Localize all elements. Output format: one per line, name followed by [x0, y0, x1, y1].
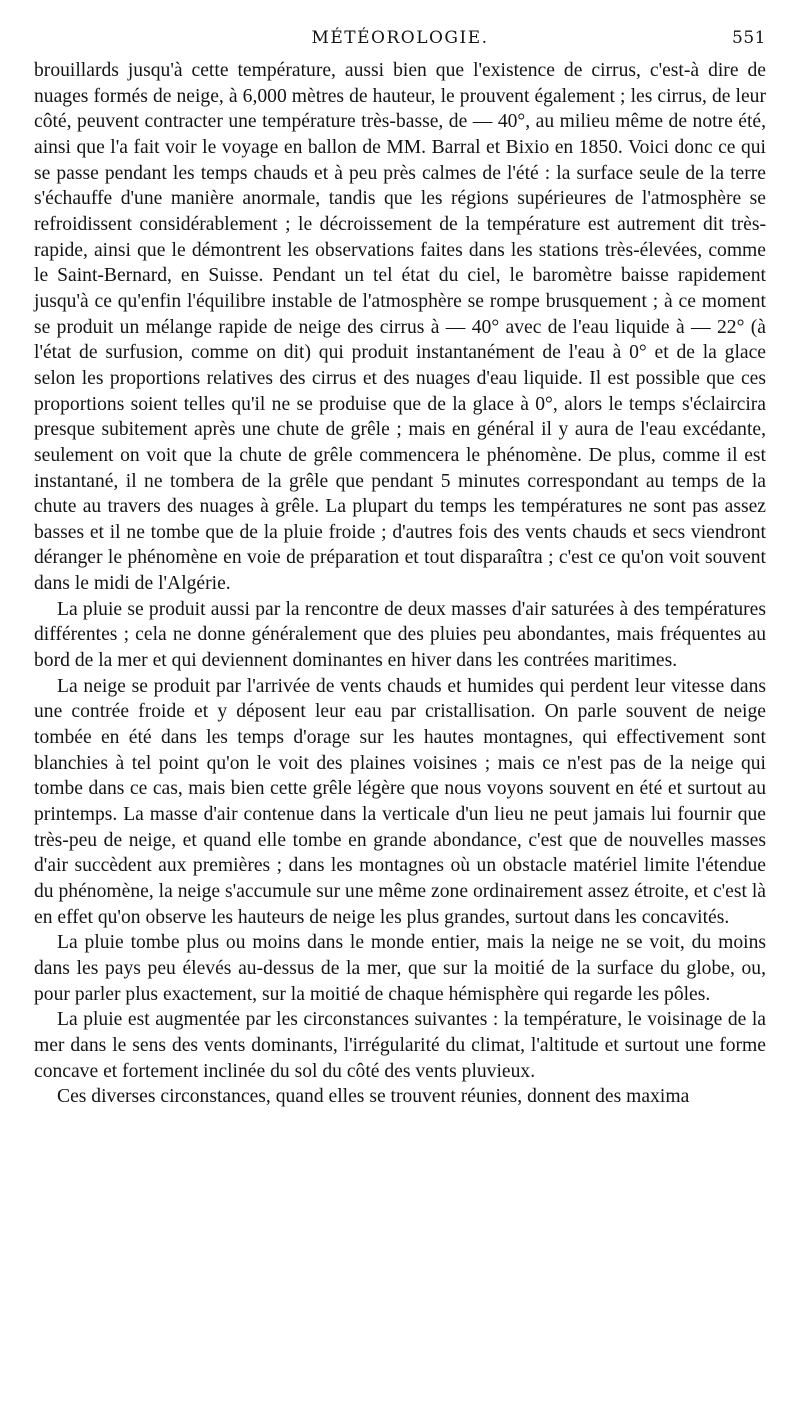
- paragraph-rain-factors: La pluie est augmentée par les circonstances suivantes : la température, le voisinage de la mer dans le sens des vents dominants, l'irrégularité du climat, l'altitude et surtout une forme concave et fortement inclinée du sol du côté des vents pluvieux.: [34, 1009, 766, 1082]
- paragraph-rain-air-masses: La pluie se produit aussi par la rencontre de deux masses d'air saturées à des températures différentes ; cela ne donne généralement que des pluies peu abondantes, mais fréquentes au bord de la mer et qui deviennent dominantes en hiver dans les contrées maritimes.: [34, 598, 766, 672]
- body-text: [34, 58, 766, 1110]
- page-number: 551: [732, 28, 766, 48]
- running-title: MÉTÉOROLOGIE.: [311, 28, 489, 48]
- running-head: [34, 28, 766, 58]
- paragraph-rain-distribution: La pluie tombe plus ou moins dans le monde entier, mais la neige ne se voit, du moins dans les pays peu élevés au-dessus de la mer, que sur la moitié de la surface du globe, ou, pour parler plus exactement, sur la moitié de chaque hémisphère qui regarde les pôles.: [34, 932, 766, 1005]
- paragraph-maxima: Ces diverses circonstances, quand elles se trouvent réunies, donnent des maxima: [57, 1086, 690, 1108]
- paragraph-snow: La neige se produit par l'arrivée de vents chauds et humides qui perdent leur vitesse dans une contrée froide et y déposent leur eau par cristallisation. On parle souvent de neige tombée en été dans les temps d'orage sur les hautes montagnes, qui effectivement sont blanchies à tel point qu'on le voit des plaines voisines ; mais ce n'est pas de la neige qui tombe dans ce cas, mais bien cette grêle légère que nous voyons souvent en été et surtout au printemps. La masse d'air contenue dans la verticale d'un lieu ne peut jamais lui fournir que très-peu de neige, et quand elle tombe en grande abondance, c'est que de nouvelles masses d'air succèdent aux premières ; dans les montagnes où un obstacle matériel limite l'étendue du phénomène, la neige s'accumule sur une même zone ordinairement assez étroite, et c'est là en effet qu'on observe les hauteurs de neige les plus grandes, surtout dans les concavités.: [34, 675, 766, 928]
- paragraph-continued: brouillards jusqu'à cette température, aussi bien que l'existence de cirrus, c'est-à dire de nuages formés de neige, à 6,000 mètres de hauteur, le prouvent également ; les cirrus, de leur côté, peuvent contracter une température très-basse, de — 40°, au milieu même de notre été, ainsi que l'a fait voir le voyage en ballon de MM. Barral et Bixio en 1850. Voici donc ce qui se passe pendant les temps chauds et à peu près calmes de l'été : la surface seule de la terre s'échauffe d'une manière anormale, tandis que les régions supérieures de l'atmosphère se refroidissent considérablement ; le décroissement de la température est autrement dit très-rapide, ainsi que le démontrent les observations faites dans les stations très-élevées, comme le Saint-Bernard, en Suisse. Pendant un tel état du ciel, le baromètre baisse rapidement jusqu'à ce qu'enfin l'équilibre instable de l'atmosphère se rompe brusquement ; à ce moment se produit un mélange rapide de neige des cirrus à — 40° avec de l'eau liquide à — 22° (à l'état de surfusion, comme on dit) qui produit instantanément de l'eau à 0° et de la glace selon les proportions relatives des cirrus et des nuages d'eau liquide. Il est possible que ces proportions soient telles qu'il ne se produise que de la glace à 0°, alors le temps s'éclaircira presque subitement après une chute de grêle ; mais en général il y aura de l'eau excédante, seulement on voit que la chute de grêle commencera le phénomène. De plus, comme il est instantané, il ne tombera de la grêle que pendant 5 minutes correspondant au temps de la chute au travers des nuages à grêle. La plupart du temps les températures ne sont pas assez basses et il ne tombe que de la pluie froide ; d'autres fois des vents chauds et secs viendront déranger le phénomène en voie de préparation et tout disparaîtra ; c'est ce qu'on voit souvent dans le midi de l'Algérie.: [34, 60, 766, 595]
